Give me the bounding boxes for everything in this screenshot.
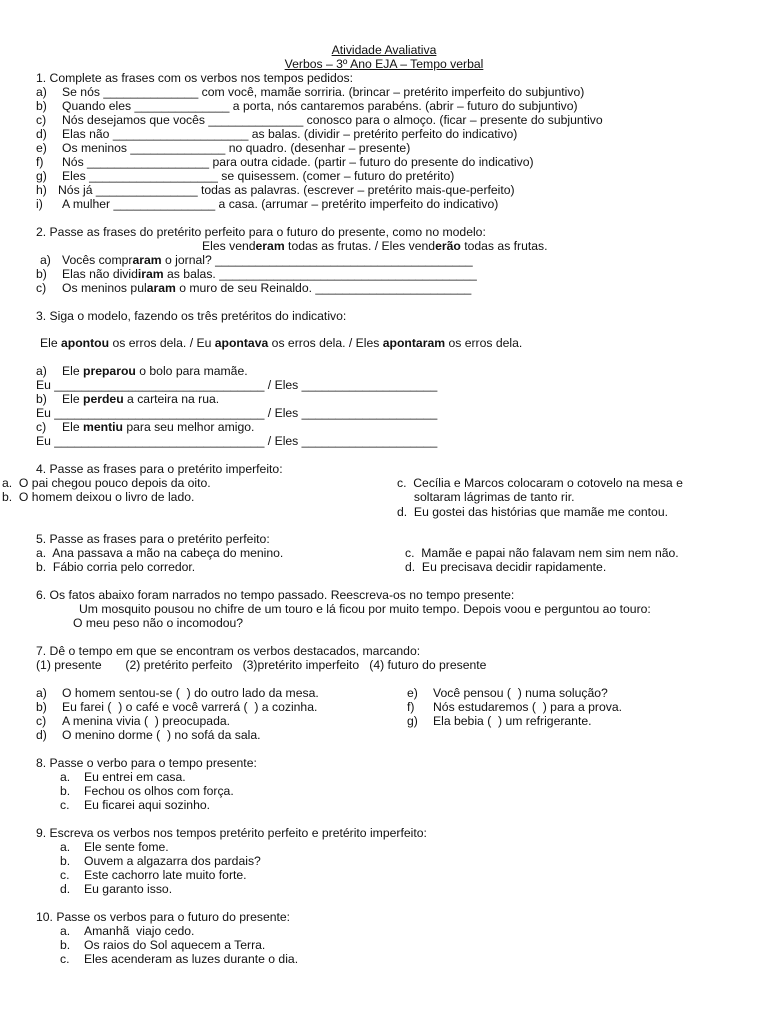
q1-marker-h: h) (36, 183, 47, 197)
q7-marker-a: a) (36, 686, 47, 700)
q7-marker-g: g) (407, 714, 418, 728)
q3-item-a: Ele preparou o bolo para mamãe. (62, 364, 248, 378)
q3-marker-b: b) (36, 392, 47, 406)
q2-model: Eles venderam todas as frutas. / Eles venderão todas as frutas. (202, 239, 548, 253)
q1-marker-g: g) (36, 169, 47, 183)
question-8-prompt: 8. Passe o verbo para o tempo presente: (36, 756, 257, 770)
q10-marker-a: a. (60, 924, 71, 938)
q1-item-h: Nós já _______________ todas as palavras. (escrever – pretérito mais-que-perfeito) (58, 183, 515, 197)
question-3-prompt: 3. Siga o modelo, fazendo os três pretéritos do indicativo: (36, 309, 347, 323)
q4-item-c-cont: soltaram lágrimas de tanto rir. (397, 490, 575, 504)
q1-marker-c: c) (36, 113, 47, 127)
q1-marker-d: d) (36, 127, 47, 141)
q7-legend: (1) presente (2) pretérito perfeito (3)pretérito imperfeito (4) futuro do presente (36, 658, 487, 672)
q7-item-g: Ela bebia ( ) um refrigerante. (433, 714, 592, 728)
page-subtitle: Verbos – 3º Ano EJA – Tempo verbal (284, 57, 484, 71)
q3-answer-line-a: Eu _______________________________ / Eles ____________________ (36, 378, 438, 392)
q3-item-c: Ele mentiu para seu melhor amigo. (62, 420, 255, 434)
q3-marker-a: a) (36, 364, 47, 378)
q4-item-b: b. O homem deixou o livro de lado. (2, 490, 195, 504)
q3-answer-line-c: Eu _______________________________ / Eles ____________________ (36, 434, 438, 448)
q8-marker-a: a. (60, 770, 71, 784)
q7-item-c: A menina vivia ( ) preocupada. (62, 714, 231, 728)
q9-item-a: Ele sente fome. (84, 840, 169, 854)
q7-marker-c: c) (36, 714, 47, 728)
q5-item-c: c. Mamãe e papai não falavam nem sim nem não. (405, 546, 679, 560)
question-1-prompt: 1. Complete as frases com os verbos nos tempos pedidos: (36, 71, 354, 85)
q10-item-a: Amanhã viajo cedo. (84, 924, 195, 938)
q1-item-f: Nós __________________ para outra cidade. (partir – futuro do presente do indicativo) (62, 155, 534, 169)
q7-item-f: Nós estudaremos ( ) para a prova. (433, 700, 622, 714)
q10-item-b: Os raios do Sol aquecem a Terra. (84, 938, 266, 952)
q2-marker-a: a) (40, 253, 51, 267)
q1-item-g: Eles ___________________ se quisessem. (comer – futuro do pretérito) (62, 169, 455, 183)
q8-marker-b: b. (60, 784, 71, 798)
q9-item-d: Eu garanto isso. (84, 882, 173, 896)
q2-item-c: Os meninos pularam o muro de seu Reinaldo. _______________________ (62, 281, 472, 295)
question-7-prompt: 7. Dê o tempo em que se encontram os verbos destacados, marcando: (36, 644, 421, 658)
q7-item-e: Você pensou ( ) numa solução? (433, 686, 608, 700)
q2-marker-c: c) (36, 281, 47, 295)
q9-item-c: Este cachorro late muito forte. (84, 868, 247, 882)
q1-item-a: Se nós ______________ com você, mamãe sorriria. (brincar – pretérito imperfeito do subjuntivo) (62, 85, 585, 99)
q1-marker-e: e) (36, 141, 47, 155)
question-4-prompt: 4. Passe as frases para o pretérito imperfeito: (36, 462, 283, 476)
q2-marker-b: b) (36, 267, 47, 281)
q8-item-c: Eu ficarei aqui sozinho. (84, 798, 211, 812)
q7-item-b: Eu farei ( ) o café e você varrerá ( ) a cozinha. (62, 700, 318, 714)
q4-item-a: a. O pai chegou pouco depois da oito. (2, 476, 211, 490)
q4-item-c: c. Cecília e Marcos colocaram o cotovelo na mesa e (397, 476, 683, 490)
q8-marker-c: c. (60, 798, 70, 812)
q9-marker-a: a. (60, 840, 71, 854)
q3-model: Ele apontou os erros dela. / Eu apontava os erros dela. / Eles apontaram os erros dela. (40, 336, 523, 350)
q8-item-b: Fechou os olhos com força. (84, 784, 234, 798)
q2-item-b: Elas não dividiram as balas. ______________________________________ (62, 267, 477, 281)
q7-marker-f: f) (407, 700, 415, 714)
page-title: Atividade Avaliativa (331, 43, 437, 57)
question-5-prompt: 5. Passe as frases para o pretérito perfeito: (36, 532, 270, 546)
q5-item-b: b. Fábio corria pelo corredor. (36, 560, 196, 574)
q8-item-a: Eu entrei em casa. (84, 770, 186, 784)
q6-text-line-2: O meu peso não o incomodou? (73, 616, 244, 630)
q1-item-d: Elas não ____________________ as balas. (dividir – pretérito perfeito do indicativo) (62, 127, 518, 141)
q7-item-d: O menino dorme ( ) no sofá da sala. (62, 728, 261, 742)
q9-item-b: Ouvem a algazarra dos pardais? (84, 854, 261, 868)
q9-marker-b: b. (60, 854, 71, 868)
question-10-prompt: 10. Passe os verbos para o futuro do presente: (36, 910, 291, 924)
q5-item-d: d. Eu precisava decidir rapidamente. (405, 560, 607, 574)
q10-marker-c: c. (60, 952, 70, 966)
question-6-prompt: 6. Os fatos abaixo foram narrados no tempo passado. Reescreva-os no tempo presente: (36, 588, 515, 602)
question-2-prompt: 2. Passe as frases do pretérito perfeito para o futuro do presente, como no modelo: (36, 225, 486, 239)
q6-text-line-1: Um mosquito pousou no chifre de um touro e lá ficou por muito tempo. Depois voou e perguntou ao touro: (79, 602, 651, 616)
q9-marker-c: c. (60, 868, 70, 882)
q5-item-a: a. Ana passava a mão na cabeça do menino. (36, 546, 284, 560)
q7-item-a: O homem sentou-se ( ) do outro lado da mesa. (62, 686, 319, 700)
q1-marker-b: b) (36, 99, 47, 113)
q7-marker-b: b) (36, 700, 47, 714)
q3-marker-c: c) (36, 420, 47, 434)
q10-item-c: Eles acenderam as luzes durante o dia. (84, 952, 299, 966)
q1-item-c: Nós desejamos que vocês ______________ conosco para o almoço. (ficar – presente do subjuntivo (62, 113, 603, 127)
q1-item-i: A mulher _______________ a casa. (arrumar – pretérito imperfeito do indicativo) (62, 197, 499, 211)
q7-marker-d: d) (36, 728, 47, 742)
q1-item-b: Quando eles ______________ a porta, nós cantaremos parabéns. (abrir – futuro do subjuntivo) (62, 99, 578, 113)
q3-item-b: Ele perdeu a carteira na rua. (62, 392, 220, 406)
q7-marker-e: e) (407, 686, 418, 700)
q2-item-a: Vocês compraram o jornal? ______________________________________ (62, 253, 473, 267)
q3-answer-line-b: Eu _______________________________ / Eles ____________________ (36, 406, 438, 420)
question-9-prompt: 9. Escreva os verbos nos tempos pretérito perfeito e pretérito imperfeito: (36, 826, 427, 840)
q1-marker-i: i) (36, 197, 43, 211)
q1-marker-a: a) (36, 85, 47, 99)
q1-item-e: Os meninos ______________ no quadro. (desenhar – presente) (62, 141, 411, 155)
q10-marker-b: b. (60, 938, 71, 952)
q4-item-d: d. Eu gostei das histórias que mamãe me contou. (397, 505, 668, 519)
q1-marker-f: f) (36, 155, 44, 169)
q9-marker-d: d. (60, 882, 71, 896)
